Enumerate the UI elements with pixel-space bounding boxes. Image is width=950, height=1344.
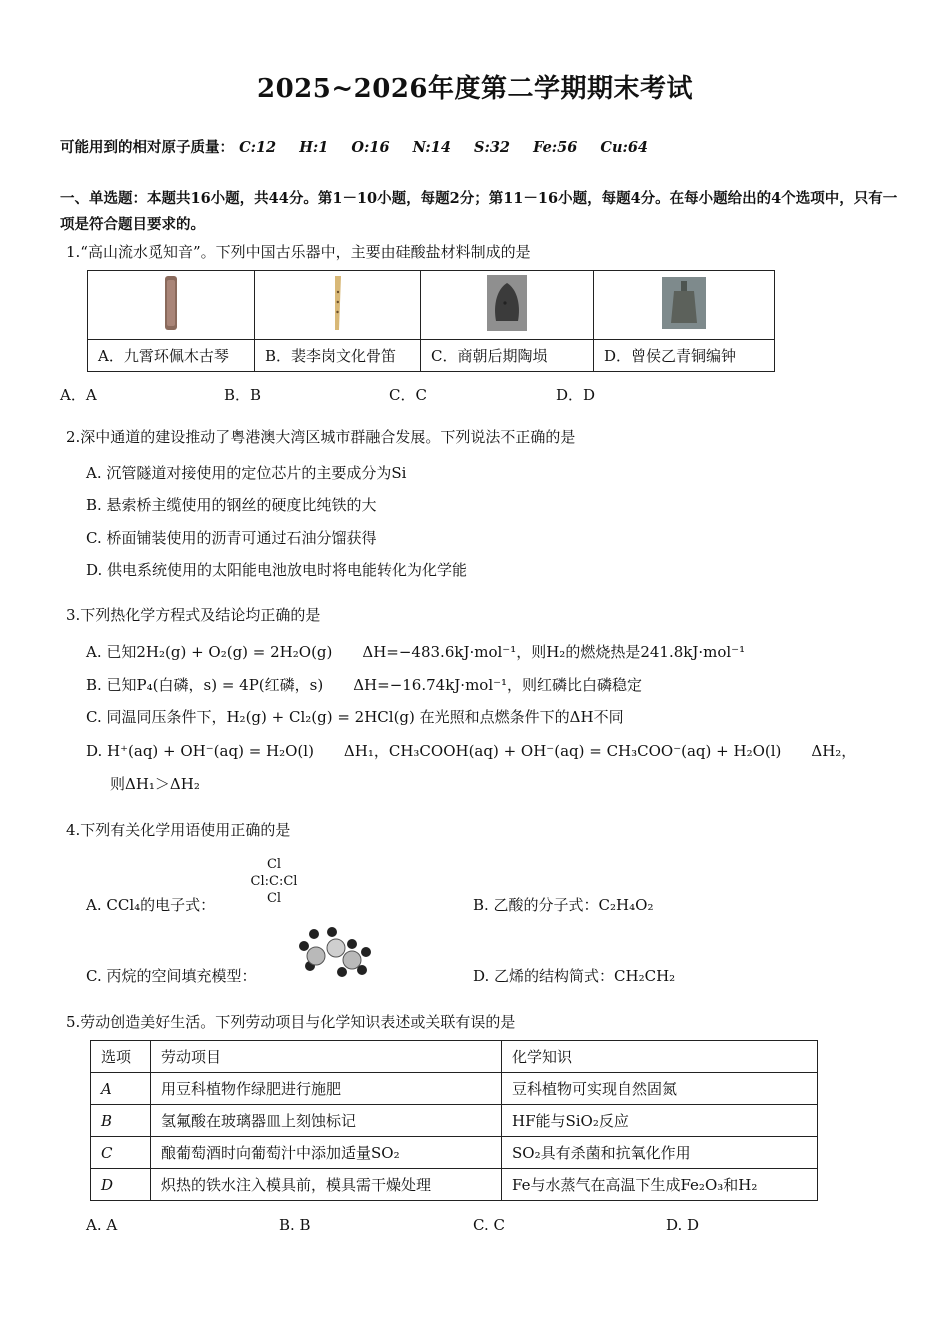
q2-option-b[interactable]: B. 悬索桥主缆使用的钢丝的硬度比纯铁的大 xyxy=(86,496,377,514)
q5-row-c-task: 酿葡萄酒时向葡萄汁中添加适量SO₂ xyxy=(151,1137,502,1169)
q5-answer-d[interactable]: D. D xyxy=(666,1216,700,1234)
mass-s: S:32 xyxy=(474,139,511,156)
q5-header-knowledge: 化学知识 xyxy=(502,1041,818,1073)
q3-option-d[interactable]: D. H⁺(aq) + OH⁻(aq) = H₂O(l) ΔH₁，CH₃COOH(aq) + OH⁻(aq) = CH₃COO⁻(aq) + H₂O(l) ΔH₂， xyxy=(86,742,857,760)
mass-cu: Cu:64 xyxy=(600,139,649,156)
xun-image xyxy=(487,275,527,331)
table-row xyxy=(91,1105,818,1137)
lewis-mid: Cl:C:Cl xyxy=(250,874,298,889)
q5-header-option: 选项 xyxy=(91,1041,151,1073)
q5-stem: 5.劳动创造美好生活。下列劳动项目与化学知识表述或关联有误的是 xyxy=(66,1013,516,1031)
q5-answer-b[interactable]: B. B xyxy=(279,1216,311,1234)
page-title: 2025~2026年度第二学期期末考试 xyxy=(256,74,693,104)
atomic-masses xyxy=(60,136,666,157)
q5-answer-a[interactable]: A. A xyxy=(86,1216,118,1234)
lewis-bottom: Cl xyxy=(266,891,282,906)
q4-option-a[interactable]: A. CCl₄的电子式： xyxy=(86,896,216,914)
q2-option-a[interactable]: A. 沉管隧道对接使用的定位芯片的主要成分为Si xyxy=(86,464,407,482)
q3-option-b[interactable]: B. 已知P₄(白磷，s) = 4P(红磷，s) ΔH=−16.74kJ·mol⁻¹，则红磷比白磷稳定 xyxy=(86,676,643,694)
q2-option-c[interactable]: C. 桥面铺装使用的沥青可通过石油分馏获得 xyxy=(86,529,377,547)
q3-stem: 3.下列热化学方程式及结论均正确的是 xyxy=(66,606,321,624)
section-heading: 一、单选题：本题共16小题，共44分。第1－10小题，每题2分；第11－16小题，每题4分。在每小题给出的4个选项中，只有一项是符合题目要求的。 xyxy=(60,190,898,233)
mass-h: H:1 xyxy=(299,139,329,156)
q5-row-d-knowledge: Fe与水蒸气在高温下生成Fe₂O₃和H₂ xyxy=(502,1169,818,1201)
q5-table xyxy=(90,1040,818,1201)
propane-model-image xyxy=(294,926,374,980)
q1-stem: 1.“高山流水觅知音”。下列中国古乐器中，主要由硅酸盐材料制成的是 xyxy=(66,243,531,261)
q1-image-bone-flute xyxy=(255,271,421,340)
guqin-image xyxy=(161,274,181,332)
q5-row-d-task: 炽热的铁水注入模具前，模具需干燥处理 xyxy=(151,1169,502,1201)
q5-row-a-task: 用豆科植物作绿肥进行施肥 xyxy=(151,1073,502,1105)
q5-header-task: 劳动项目 xyxy=(151,1041,502,1073)
q5-row-a-knowledge: 豆科植物可实现自然固氮 xyxy=(502,1073,818,1105)
q5-row-b-option: B xyxy=(91,1105,151,1137)
mass-c: C:12 xyxy=(239,139,277,156)
q1-answer-a[interactable]: A．A xyxy=(60,386,97,404)
q4-stem: 4.下列有关化学用语使用正确的是 xyxy=(66,821,291,839)
bianzhong-image xyxy=(662,277,706,329)
q1-image-guqin xyxy=(88,271,255,340)
q5-row-b-knowledge: HF能与SiO₂反应 xyxy=(502,1105,818,1137)
q1-cell-a: A．九霄环佩木古琴 xyxy=(88,340,255,372)
q1-answer-c[interactable]: C．C xyxy=(389,386,427,404)
q2-stem: 2.深中通道的建设推动了粤港澳大湾区城市群融合发展。下列说法不正确的是 xyxy=(66,428,576,446)
q3-option-d-conclusion: 则ΔH₁＞ΔH₂ xyxy=(110,775,200,793)
q3-option-c[interactable]: C. 同温同压条件下，H₂(g) + Cl₂(g) = 2HCl(g) 在光照和点燃条件下的ΔH不同 xyxy=(86,708,624,726)
q3-option-a[interactable]: A. 已知2H₂(g) + O₂(g) = 2H₂O(g) ΔH=−483.6kJ·mol⁻¹，则H₂的燃烧热是241.8kJ·mol⁻¹ xyxy=(86,643,746,661)
q2-option-d[interactable]: D. 供电系统使用的太阳能电池放电时将电能转化为化学能 xyxy=(86,561,468,579)
mass-n: N:14 xyxy=(412,139,451,156)
q1-cell-d: D．曾侯乙青铜编钟 xyxy=(594,340,775,372)
table-row xyxy=(91,1073,818,1105)
mass-o: O:16 xyxy=(351,139,390,156)
q4-option-c[interactable]: C. 丙烷的空间填充模型： xyxy=(86,967,257,985)
table-row xyxy=(91,1137,818,1169)
q1-answer-d[interactable]: D．D xyxy=(556,386,596,404)
ccl4-lewis-structure xyxy=(246,856,302,907)
mass-fe: Fe:56 xyxy=(533,139,578,156)
q1-cell-b: B．裴李岗文化骨笛 xyxy=(255,340,421,372)
q5-row-c-knowledge: SO₂具有杀菌和抗氧化作用 xyxy=(502,1137,818,1169)
q1-image-bianzhong xyxy=(594,271,775,340)
q5-answer-c[interactable]: C. C xyxy=(473,1216,505,1234)
q5-header-row xyxy=(91,1041,818,1073)
q1-answer-b[interactable]: B．B xyxy=(224,386,262,404)
q4-option-b[interactable]: B. 乙酸的分子式：C₂H₄O₂ xyxy=(473,896,654,914)
table-row xyxy=(91,1169,818,1201)
q1-image-xun xyxy=(421,271,594,340)
q5-row-b-task: 氢氟酸在玻璃器皿上刻蚀标记 xyxy=(151,1105,502,1137)
lewis-top: Cl xyxy=(266,857,282,872)
q4-option-d[interactable]: D. 乙烯的结构简式：CH₂CH₂ xyxy=(473,967,676,985)
q1-table xyxy=(87,270,775,372)
q5-row-a-option: A xyxy=(91,1073,151,1105)
q1-cell-c: C．商朝后期陶埙 xyxy=(421,340,594,372)
q5-row-c-option: C xyxy=(91,1137,151,1169)
atomic-masses-label: 可能用到的相对原子质量： xyxy=(60,139,234,156)
q5-row-d-option: D xyxy=(91,1169,151,1201)
bone-flute-image xyxy=(329,274,347,332)
